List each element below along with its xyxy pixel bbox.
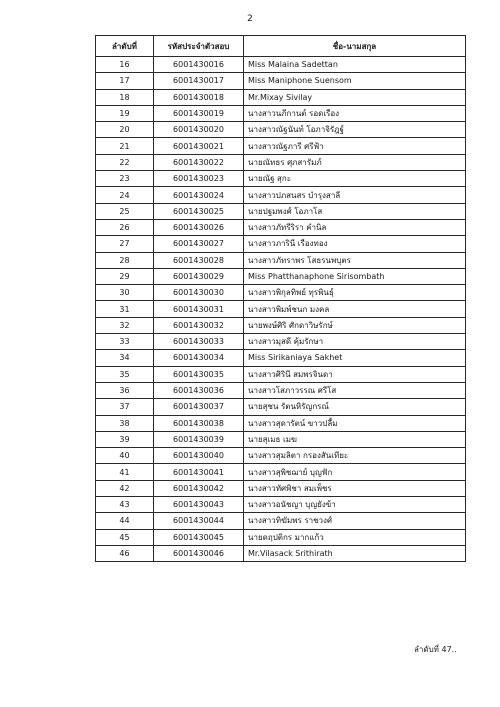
table-row: [96, 529, 466, 545]
exam-id-cell: 6001430046: [154, 545, 244, 561]
sequence-number-cell: 26: [96, 219, 154, 235]
full-name-cell: นางสาวสุพิชฌาย์ บุญฟัก: [244, 464, 466, 480]
full-name-cell: นางสาวโสภาวรรณ ศรีโส: [244, 382, 466, 398]
table-row: [96, 334, 466, 350]
table-row: [96, 252, 466, 268]
full-name-cell: นายสุเมธ เมฆ: [244, 431, 466, 447]
table-row: [96, 480, 466, 496]
sequence-number-cell: 46: [96, 545, 154, 561]
sequence-number-cell: 17: [96, 73, 154, 89]
table-row: [96, 431, 466, 447]
table-row: [96, 89, 466, 105]
sequence-number-cell: 16: [96, 57, 154, 73]
exam-id-cell: 6001430030: [154, 285, 244, 301]
header-full-name: ชื่อ-นามสกุล: [244, 36, 466, 57]
sequence-number-cell: 28: [96, 252, 154, 268]
sequence-number-cell: 35: [96, 366, 154, 382]
header-sequence-number: ลำดับที่: [96, 36, 154, 57]
full-name-cell: นางสาวณัฐภารี ศรีฟ้า: [244, 138, 466, 154]
sequence-number-cell: 42: [96, 480, 154, 496]
sequence-number-cell: 24: [96, 187, 154, 203]
sequence-number-cell: 20: [96, 122, 154, 138]
full-name-cell: Miss Malaina Sadettan: [244, 57, 466, 73]
exam-id-cell: 6001430028: [154, 252, 244, 268]
table-row: [96, 415, 466, 431]
sequence-number-cell: 43: [96, 497, 154, 513]
exam-id-cell: 6001430031: [154, 301, 244, 317]
table-row: [96, 122, 466, 138]
exam-id-cell: 6001430023: [154, 171, 244, 187]
table-row: [96, 301, 466, 317]
full-name-cell: นางสาวศิรินี สมพรจินดา: [244, 366, 466, 382]
full-name-cell: นางสาวทัศพิชา สมเพ็ชร: [244, 480, 466, 496]
exam-id-cell: 6001430025: [154, 203, 244, 219]
sequence-number-cell: 18: [96, 89, 154, 105]
full-name-cell: นางสาวอนัชญา บุญยังข้า: [244, 497, 466, 513]
sequence-number-cell: 19: [96, 105, 154, 121]
sequence-number-cell: 45: [96, 529, 154, 545]
table-body: [96, 57, 466, 562]
sequence-number-cell: 22: [96, 154, 154, 170]
table-row: [96, 268, 466, 284]
full-name-cell: Mr.Mixay Sivilay: [244, 89, 466, 105]
exam-id-cell: 6001430024: [154, 187, 244, 203]
table-header-row: [96, 36, 466, 57]
sequence-number-cell: 29: [96, 268, 154, 284]
sequence-number-cell: 30: [96, 285, 154, 301]
table-row: [96, 236, 466, 252]
table-row: [96, 382, 466, 398]
table-row: [96, 154, 466, 170]
table-row: [96, 203, 466, 219]
sequence-number-cell: 31: [96, 301, 154, 317]
full-name-cell: นางสาวปภสนสร บำรุงสาลี: [244, 187, 466, 203]
table-row: [96, 73, 466, 89]
exam-id-cell: 6001430032: [154, 317, 244, 333]
sequence-number-cell: 40: [96, 448, 154, 464]
sequence-number-cell: 37: [96, 399, 154, 415]
exam-id-cell: 6001430022: [154, 154, 244, 170]
full-name-cell: นางสาวภัทรีริรา คำนิล: [244, 219, 466, 235]
exam-id-cell: 6001430035: [154, 366, 244, 382]
full-name-cell: นางสาวนภีกานต์ รอดเรือง: [244, 105, 466, 121]
exam-id-cell: 6001430020: [154, 122, 244, 138]
sequence-number-cell: 32: [96, 317, 154, 333]
continuation-note: ลำดับที่ 47..: [414, 645, 457, 654]
exam-id-cell: 6001430021: [154, 138, 244, 154]
exam-id-cell: 6001430019: [154, 105, 244, 121]
exam-id-cell: 6001430017: [154, 73, 244, 89]
full-name-cell: Miss Sirikaniaya Sakhet: [244, 350, 466, 366]
table-row: [96, 497, 466, 513]
exam-id-cell: 6001430042: [154, 480, 244, 496]
sequence-number-cell: 36: [96, 382, 154, 398]
full-name-cell: นางสาวพิมพ์ชนก มงคล: [244, 301, 466, 317]
candidate-table: [95, 35, 466, 562]
full-name-cell: นางสาวภารินี เรืองทอง: [244, 236, 466, 252]
full-name-cell: นายดฤปติกร มากแก้ว: [244, 529, 466, 545]
table-row: [96, 448, 466, 464]
full-name-cell: นางสาวมุสดี คุ้มรักษา: [244, 334, 466, 350]
exam-id-cell: 6001430038: [154, 415, 244, 431]
sequence-number-cell: 39: [96, 431, 154, 447]
table-row: [96, 171, 466, 187]
exam-id-cell: 6001430040: [154, 448, 244, 464]
table-row: [96, 545, 466, 561]
full-name-cell: Miss Phatthanaphone Sirisombath: [244, 268, 466, 284]
table-row: [96, 219, 466, 235]
full-name-cell: นางสาวภัทราพร โสธรนพบุตร: [244, 252, 466, 268]
table-row: [96, 366, 466, 382]
exam-id-cell: 6001430043: [154, 497, 244, 513]
table-row: [96, 285, 466, 301]
exam-id-cell: 6001430034: [154, 350, 244, 366]
table-row: [96, 513, 466, 529]
exam-id-cell: 6001430041: [154, 464, 244, 480]
exam-id-cell: 6001430029: [154, 268, 244, 284]
sequence-number-cell: 21: [96, 138, 154, 154]
full-name-cell: นางสาวสุมลิตา กรองสันเทียะ: [244, 448, 466, 464]
full-name-cell: Miss Maniphone Suensom: [244, 73, 466, 89]
page-number: 2: [247, 14, 253, 24]
header-exam-id: รหัสประจำตัวสอบ: [154, 36, 244, 57]
table-row: [96, 57, 466, 73]
sequence-number-cell: 41: [96, 464, 154, 480]
full-name-cell: นายปฐมพงศ์ โอภาโส: [244, 203, 466, 219]
full-name-cell: นายสุชน รัตนหิรัญกรณ์: [244, 399, 466, 415]
table-row: [96, 187, 466, 203]
full-name-cell: นางสาวทิฆัมพร ราชวงศ์: [244, 513, 466, 529]
table-row: [96, 317, 466, 333]
exam-id-cell: 6001430044: [154, 513, 244, 529]
full-name-cell: นางสาวพิกุลทิพย์ ทุรพินธุ์: [244, 285, 466, 301]
sequence-number-cell: 34: [96, 350, 154, 366]
table-row: [96, 138, 466, 154]
full-name-cell: นางสาวสุดารัตน์ ขาวปลื้ม: [244, 415, 466, 431]
table-row: [96, 350, 466, 366]
table-row: [96, 464, 466, 480]
exam-id-cell: 6001430027: [154, 236, 244, 252]
full-name-cell: นายณัทธร ศุภสารัมภ์: [244, 154, 466, 170]
full-name-cell: นายณัฐ สุกะ: [244, 171, 466, 187]
sequence-number-cell: 27: [96, 236, 154, 252]
sequence-number-cell: 38: [96, 415, 154, 431]
sequence-number-cell: 23: [96, 171, 154, 187]
sequence-number-cell: 44: [96, 513, 154, 529]
exam-id-cell: 6001430018: [154, 89, 244, 105]
exam-id-cell: 6001430037: [154, 399, 244, 415]
exam-id-cell: 6001430016: [154, 57, 244, 73]
sequence-number-cell: 25: [96, 203, 154, 219]
exam-id-cell: 6001430033: [154, 334, 244, 350]
exam-id-cell: 6001430045: [154, 529, 244, 545]
exam-id-cell: 6001430036: [154, 382, 244, 398]
full-name-cell: นายพงษ์ศิริ ศักดาวิษรักษ์: [244, 317, 466, 333]
table-row: [96, 105, 466, 121]
table-row: [96, 399, 466, 415]
exam-id-cell: 6001430039: [154, 431, 244, 447]
full-name-cell: Mr.Vilasack Srithirath: [244, 545, 466, 561]
exam-id-cell: 6001430026: [154, 219, 244, 235]
sequence-number-cell: 33: [96, 334, 154, 350]
full-name-cell: นางสาวณัฐนันท์ โอภาจิรัฎฐ์: [244, 122, 466, 138]
